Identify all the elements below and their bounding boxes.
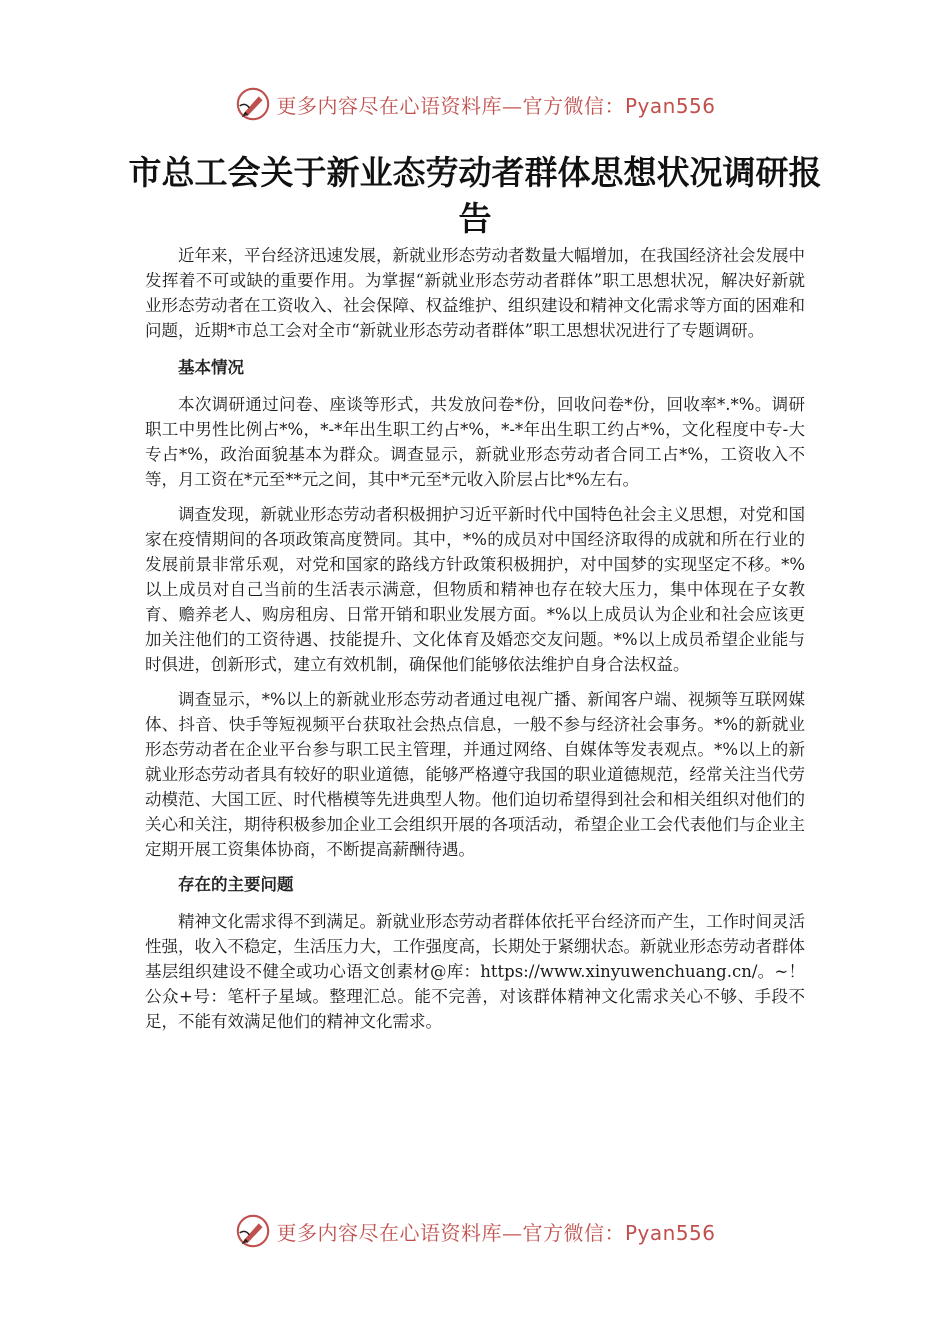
header-banner	[0, 84, 950, 124]
pen-nib-logo-icon	[234, 1212, 272, 1250]
document-body	[145, 243, 805, 1044]
banner-contact: Pyan556	[624, 93, 716, 118]
banner-contact: Pyan556	[624, 1220, 716, 1245]
document-title: 市总工会关于新业态劳动者群体思想状况调研报告	[128, 153, 822, 238]
paragraph-4: 精神文化需求得不到满足。新就业形态劳动者群体依托平台经济而产生，工作时间灵活性强，收入不稳定，生活压力大，工作强度高，长期处于紧绷状态。新就业形态劳动者群体基层组织建设不健全或功心语文创素材@库：https://www.xinyuwenchuang.cn/。~！公众+号：笔杆子星域。整理汇总。能不完善，对该群体精神文化需求关心不够、手段不足，不能有效满足他们的精神文化需求。	[145, 912, 805, 1031]
paragraph-3: 调查显示，*%以上的新就业形态劳动者通过电视广播、新闻客户端、视频等互联网媒体、抖音、快手等短视频平台获取社会热点信息，一般不参与经济社会事务。*%的新就业形态劳动者在企业平台参与职工民主管理，并通过网络、自媒体等发表观点。*%以上的新就业形态劳动者具有较好的职业道德，能够严格遵守我国的职业道德规范，经常关注当代劳动模范、大国工匠、时代楷模等先进典型人物。他们迫切希望得到社会和相关组织对他们的关心和关注，期待积极参加企业工会组织开展的各项活动，希望企业工会代表他们与企业主定期开展工资集体协商，不断提高薪酬待遇。	[145, 690, 805, 859]
banner-text: 更多内容尽在心语资料库—官方微信：Pyan556	[276, 93, 716, 118]
footer-banner	[0, 1211, 950, 1251]
section-heading-basic: 基本情况	[178, 358, 244, 377]
banner-text: 更多内容尽在心语资料库—官方微信：Pyan556	[276, 1220, 716, 1245]
paragraph-2: 调查发现，新就业形态劳动者积极拥护习近平新时代中国特色社会主义思想，对党和国家在疫情期间的各项政策高度赞同。其中，*%的成员对中国经济取得的成就和所在行业的发展前景非常乐观，对党和国家的路线方针政策积极拥护，对中国梦的实现坚定不移。*%以上成员对自己当前的生活表示满意，但物质和精神也存在较大压力，集中体现在子女教育、赡养老人、购房租房、日常开销和职业发展方面。*%以上成员认为企业和社会应该更加关注他们的工资待遇、技能提升、文化体育及婚恋交友问题。*%以上成员希望企业能与时俱进，创新形式，建立有效机制，确保他们能够依法维护自身合法权益。	[145, 505, 805, 674]
paragraph-1: 本次调研通过问卷、座谈等形式，共发放问卷*份，回收问卷*份，回收率*.*%。调研职工中男性比例占*%，*-*年出生职工约占*%，*-*年出生职工约占*%，文化程度中专-大专占*%，政治面貌基本为群众。调查显示，新就业形态劳动者合同工占*%，工资收入不等，月工资在*元至**元之间，其中*元至*元收入阶层占比*%左右。	[145, 395, 805, 489]
intro-paragraph: 近年来，平台经济迅速发展，新就业形态劳动者数量大幅增加，在我国经济社会发展中发挥着不可或缺的重要作用。为掌握“新就业形态劳动者群体”职工思想状况，解决好新就业形态劳动者在工资收入、社会保障、权益维护、组织建设和精神文化需求等方面的困难和问题，近期*市总工会对全市“新就业形态劳动者群体”职工思想状况进行了专题调研。	[145, 246, 805, 340]
pen-nib-logo-icon	[234, 85, 272, 123]
section-heading-problems: 存在的主要问题	[178, 875, 294, 894]
